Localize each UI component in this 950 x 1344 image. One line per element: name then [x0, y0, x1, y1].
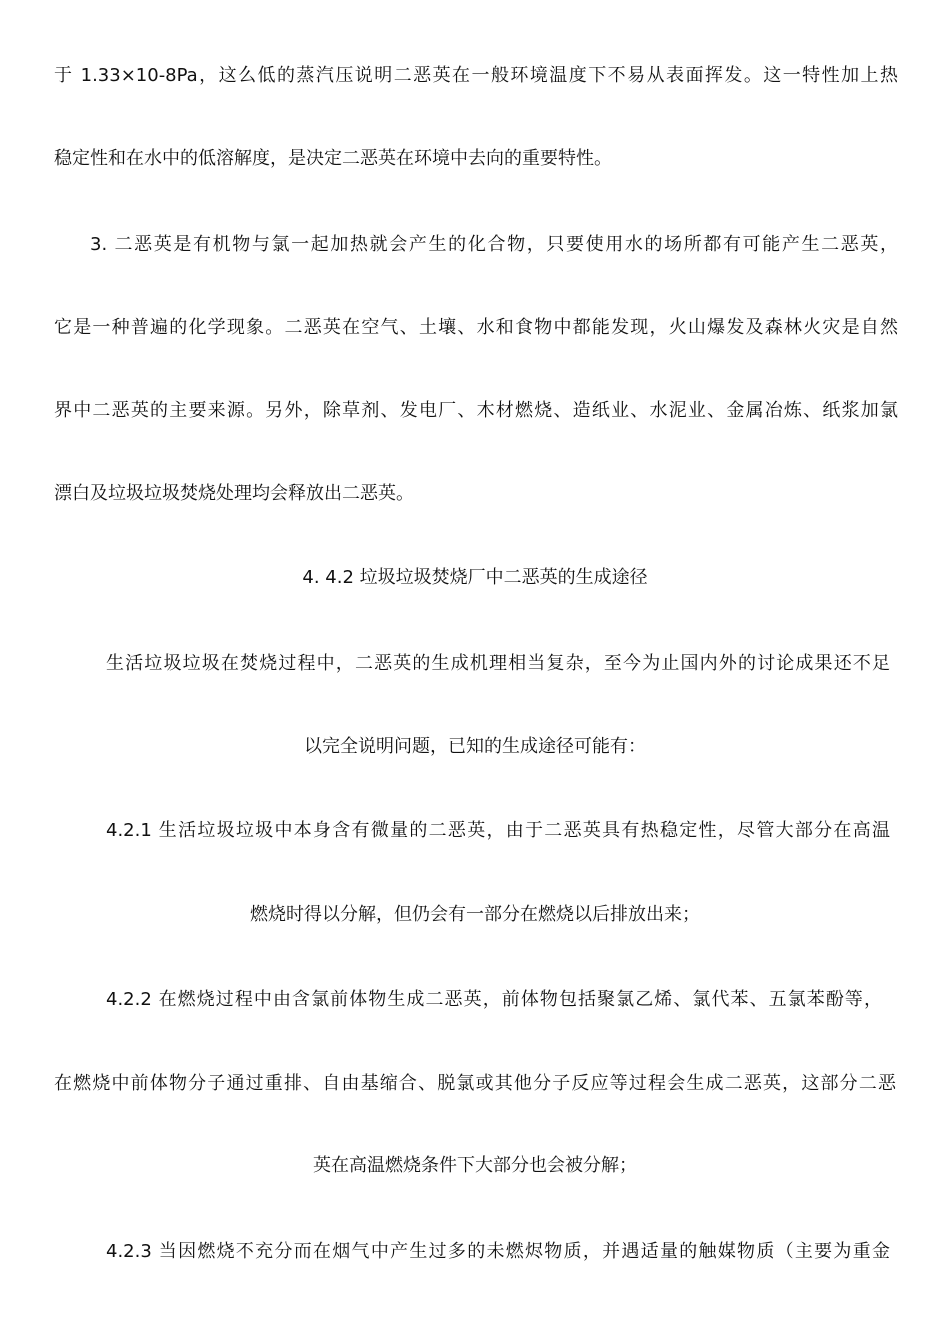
- paragraph-line: 4.2.3 当因燃烧不充分而在烟气中产生过多的未燃烬物质，并遇适量的触媒物质（主要为重金: [106, 1241, 890, 1262]
- paragraph-line: 它是一种普遍的化学现象。二恶英在空气、土壤、水和食物中都能发现，火山爆发及森林火灾是自然: [54, 317, 898, 338]
- paragraph-line: 生活垃圾垃圾在焚烧过程中，二恶英的生成机理相当复杂，至今为止国内外的讨论成果还不足: [106, 653, 890, 674]
- paragraph-line: 以完全说明问题，已知的生成途径可能有：: [304, 736, 646, 757]
- paragraph-line: 4.2.2 在燃烧过程中由含氯前体物生成二恶英，前体物包括聚氯乙烯、氯代苯、五氯苯酚等，: [106, 989, 882, 1010]
- paragraph-line: 界中二恶英的主要来源。另外，除草剂、发电厂、木材燃烧、造纸业、水泥业、金属冶炼、纸浆加氯: [54, 400, 898, 421]
- paragraph-line: 在燃烧中前体物分子通过重排、自由基缩合、脱氯或其他分子反应等过程会生成二恶英，这部分二恶: [54, 1073, 896, 1094]
- paragraph-line: 稳定性和在水中的低溶解度，是决定二恶英在环境中去向的重要特性。: [54, 148, 612, 169]
- paragraph-line: 4.2.1 生活垃圾垃圾中本身含有微量的二恶英，由于二恶英具有热稳定性，尽管大部分在高温: [106, 820, 890, 841]
- paragraph-line: 英在高温燃烧条件下大部分也会被分解；: [313, 1155, 637, 1176]
- paragraph-line: 3. 二恶英是有机物与氯一起加热就会产生的化合物，只要使用水的场所都有可能产生二恶英，: [90, 234, 898, 255]
- paragraph-line: 于 1.33×10-8Pa，这么低的蒸汽压说明二恶英在一般环境温度下不易从表面挥发。这一特性加上热: [54, 65, 898, 86]
- paragraph-line: 燃烧时得以分解，但仍会有一部分在燃烧以后排放出来；: [250, 904, 700, 925]
- paragraph-line: 漂白及垃圾垃圾焚烧处理均会释放出二恶英。: [54, 483, 414, 504]
- section-heading: 4. 4.2 垃圾垃圾焚烧厂中二恶英的生成途径: [302, 567, 648, 588]
